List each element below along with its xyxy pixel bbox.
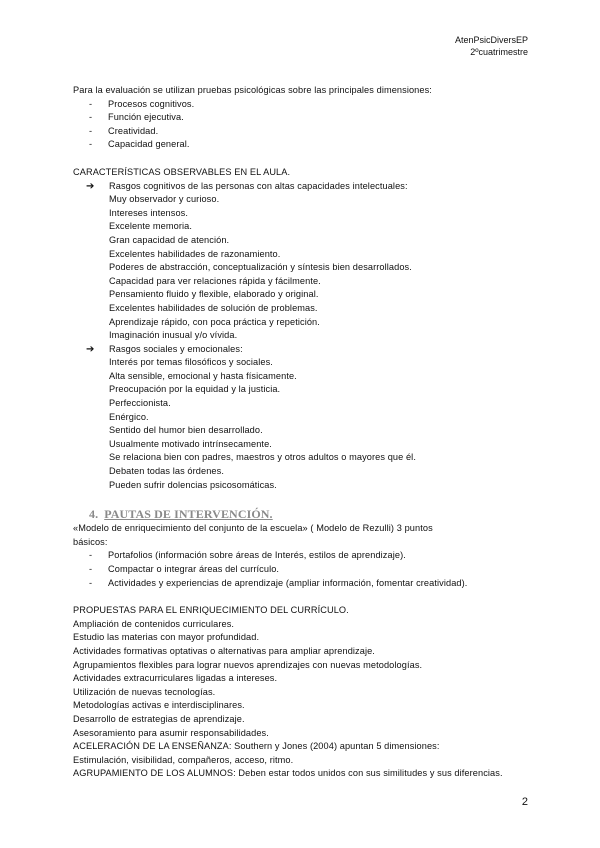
list-item: Muy observador y curioso. (109, 194, 220, 205)
acceleration-text: Southern y Jones (2004) apuntan 5 dimensiones: (231, 741, 440, 752)
social-traits-group (73, 343, 529, 357)
acceleration-title: ACELERACIÓN DE LA ENSEÑANZA: (73, 741, 232, 752)
group-title: Rasgos cognitivos de las personas con altas capacidades intelectuales: (109, 180, 408, 191)
renzulli-model-line: «Modelo de enriquecimiento del conjunto de la escuela» ( Modelo de Rezulli) 3 puntos (73, 523, 433, 534)
list-item: Perfeccionista. (109, 398, 171, 409)
list-item: - Creatividad. (73, 125, 529, 139)
list-item: - Función ejecutiva. (73, 111, 529, 125)
intro-paragraph: Para la evaluación se utilizan pruebas psicológicas sobre las principales dimensiones: (73, 85, 432, 95)
section-title: PAUTAS DE INTERVENCIÓN. (104, 507, 273, 522)
list-item: Gran capacidad de atención. (109, 234, 230, 245)
page-number: 2 (521, 796, 528, 808)
proposal-line: Metodologías activas e interdisciplinares. (73, 700, 245, 711)
list-item: Usualmente motivado intrínsecamente. (109, 438, 272, 449)
list-item: Se relaciona bien con padres, maestros y otros adultos o mayores que él. (109, 452, 416, 463)
grouping-paragraph (73, 767, 529, 781)
arrow-right-icon: ➔ (86, 343, 95, 355)
cognitive-traits-group (73, 180, 529, 194)
group-title: Rasgos sociales y emocionales: (109, 343, 243, 354)
cognitive-traits-list (73, 193, 529, 343)
list-item: Intereses intensos. (109, 207, 189, 218)
proposal-line: Agrupamientos flexibles para lograr nuevos aprendizajes con nuevas metodologías. (73, 659, 423, 670)
renzulli-points-list (73, 549, 529, 590)
list-item: - Compactar o integrar áreas del currículo. (73, 563, 529, 577)
renzulli-model-line-2: básicos: (73, 536, 108, 547)
evaluation-dimensions-list (73, 98, 529, 152)
document-body (73, 84, 529, 781)
list-item: Enérgico. (109, 411, 149, 422)
proposal-line: Asesoramiento para asumir responsabilidades. (73, 727, 269, 738)
list-item: Sentido del humor bien desarrollado. (109, 425, 263, 436)
proposals-heading: PROPUESTAS PARA EL ENRIQUECIMIENTO DEL CURRÍCULO. (73, 605, 349, 616)
list-item: Debaten todas las órdenes. (109, 466, 224, 477)
section-number: 4. (89, 507, 99, 522)
list-item: Aprendizaje rápido, con poca práctica y repetición. (109, 316, 320, 327)
acceleration-line (73, 740, 529, 754)
list-item: Pensamiento fluido y flexible, elaborado y original. (109, 289, 319, 300)
list-item: Preocupación por la equidad y la justicia. (109, 384, 281, 395)
list-item: - Actividades y experiencias de aprendizaje (ampliar información, fomentar creatividad). (73, 577, 529, 591)
list-item: Excelente memoria. (109, 221, 192, 232)
list-item: Alta sensible, emocional y hasta físicamente. (109, 370, 297, 381)
list-item: Interés por temas filosóficos y sociales. (109, 357, 273, 368)
list-item: - Portafolios (información sobre áreas de Interés, estilos de aprendizaje). (73, 549, 529, 563)
grouping-text: Deben estar todos unidos con sus similitudes y sus diferencias. (235, 768, 503, 779)
list-item: Capacidad para ver relaciones rápida y fácilmente. (109, 275, 321, 286)
observables-heading: CARACTERÍSTICAS OBSERVABLES EN EL AULA. (73, 166, 291, 177)
social-traits-list (73, 356, 529, 492)
section-heading (73, 506, 529, 522)
proposal-line: Actividades extracurriculares ligadas a intereses. (73, 673, 278, 684)
list-item: Imaginación inusual y/o vívida. (109, 330, 238, 341)
proposal-line: Actividades formativas optativas o alternativas para ampliar aprendizaje. (73, 645, 375, 656)
list-item: Excelentes habilidades de solución de problemas. (109, 302, 318, 313)
proposal-line: Estudio las materias con mayor profundidad. (73, 632, 260, 643)
list-item: Poderes de abstracción, conceptualización y síntesis bien desarrollados. (109, 262, 412, 273)
header-course: AtenPsicDiversEP (454, 35, 528, 45)
list-item: Pueden sufrir dolencias psicosomáticas. (109, 479, 277, 490)
arrow-right-icon: ➔ (86, 180, 95, 192)
acceleration-dimensions: Estimulación, visibilidad, compañeros, acceso, ritmo. (73, 754, 294, 765)
list-item: - Capacidad general. (73, 138, 529, 152)
list-item: - Procesos cognitivos. (73, 98, 529, 112)
list-item: Excelentes habilidades de razonamiento. (109, 248, 281, 259)
proposal-line: Ampliación de contenidos curriculares. (73, 618, 235, 629)
proposal-line: Utilización de nuevas tecnologías. (73, 686, 216, 697)
header-term: 2ºcuatrimestre (470, 47, 528, 57)
grouping-title: AGRUPAMIENTO DE LOS ALUMNOS: (73, 768, 236, 779)
page-header (455, 34, 528, 58)
proposal-line: Desarrollo de estrategias de aprendizaje. (73, 713, 245, 724)
